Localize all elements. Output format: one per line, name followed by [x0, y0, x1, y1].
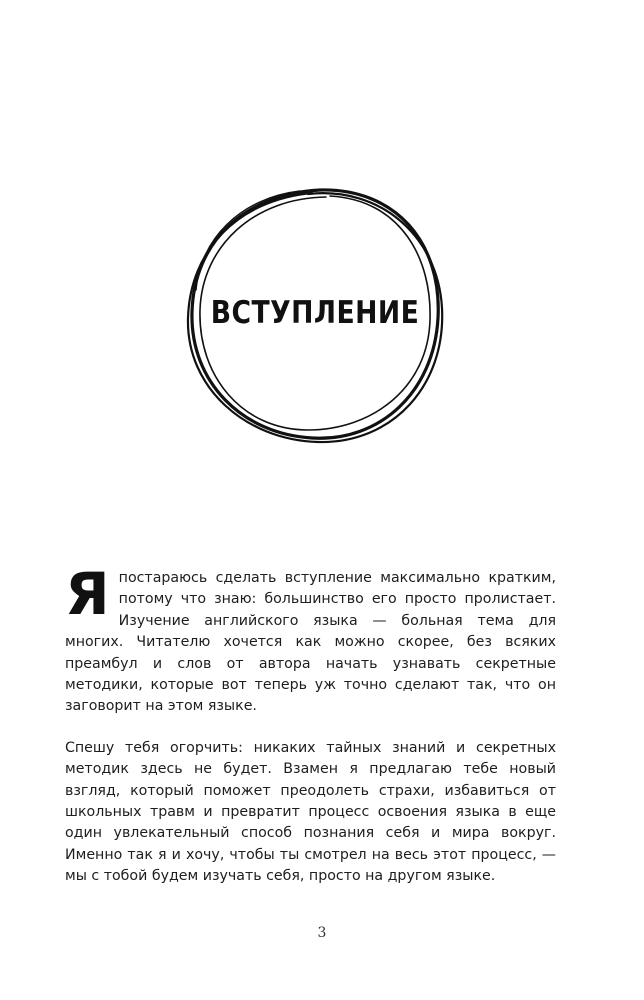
chapter-title: ВСТУПЛЕНИЕ	[210, 295, 420, 331]
paragraph: Спешу тебя огорчить: никаких тайных знаний и секретных методик здесь не будет. Взамен я предлагаю тебе новый взгляд, который поможет преодолеть страхи, избавиться от школьных травм и превратит процесс освоения языка в еще один увлекательный способ познания себя и мира вокруг. Именно так я и хочу, чтобы ты смотрел на весь этот процесс, — мы с тобой будем изучать себя, просто на другом языке.	[65, 739, 556, 885]
page-number: 3	[317, 925, 327, 941]
body-text	[65, 560, 556, 908]
paragraph-text: постараюсь сделать вступление максимально кратким, потому что знаю: большинство его просто пролистает. Изучение английского языка — больная тема для многих. Читателю хочется как можно скорее, без всяких преамбул и слов от автора начать узнавать секретные методики, которые вот теперь уж точно сделают так, что он заговорит на этом языке.	[65, 570, 556, 715]
drop-cap-letter: Я	[65, 560, 110, 628]
paragraph	[65, 560, 556, 718]
chapter-emblem	[180, 180, 450, 450]
